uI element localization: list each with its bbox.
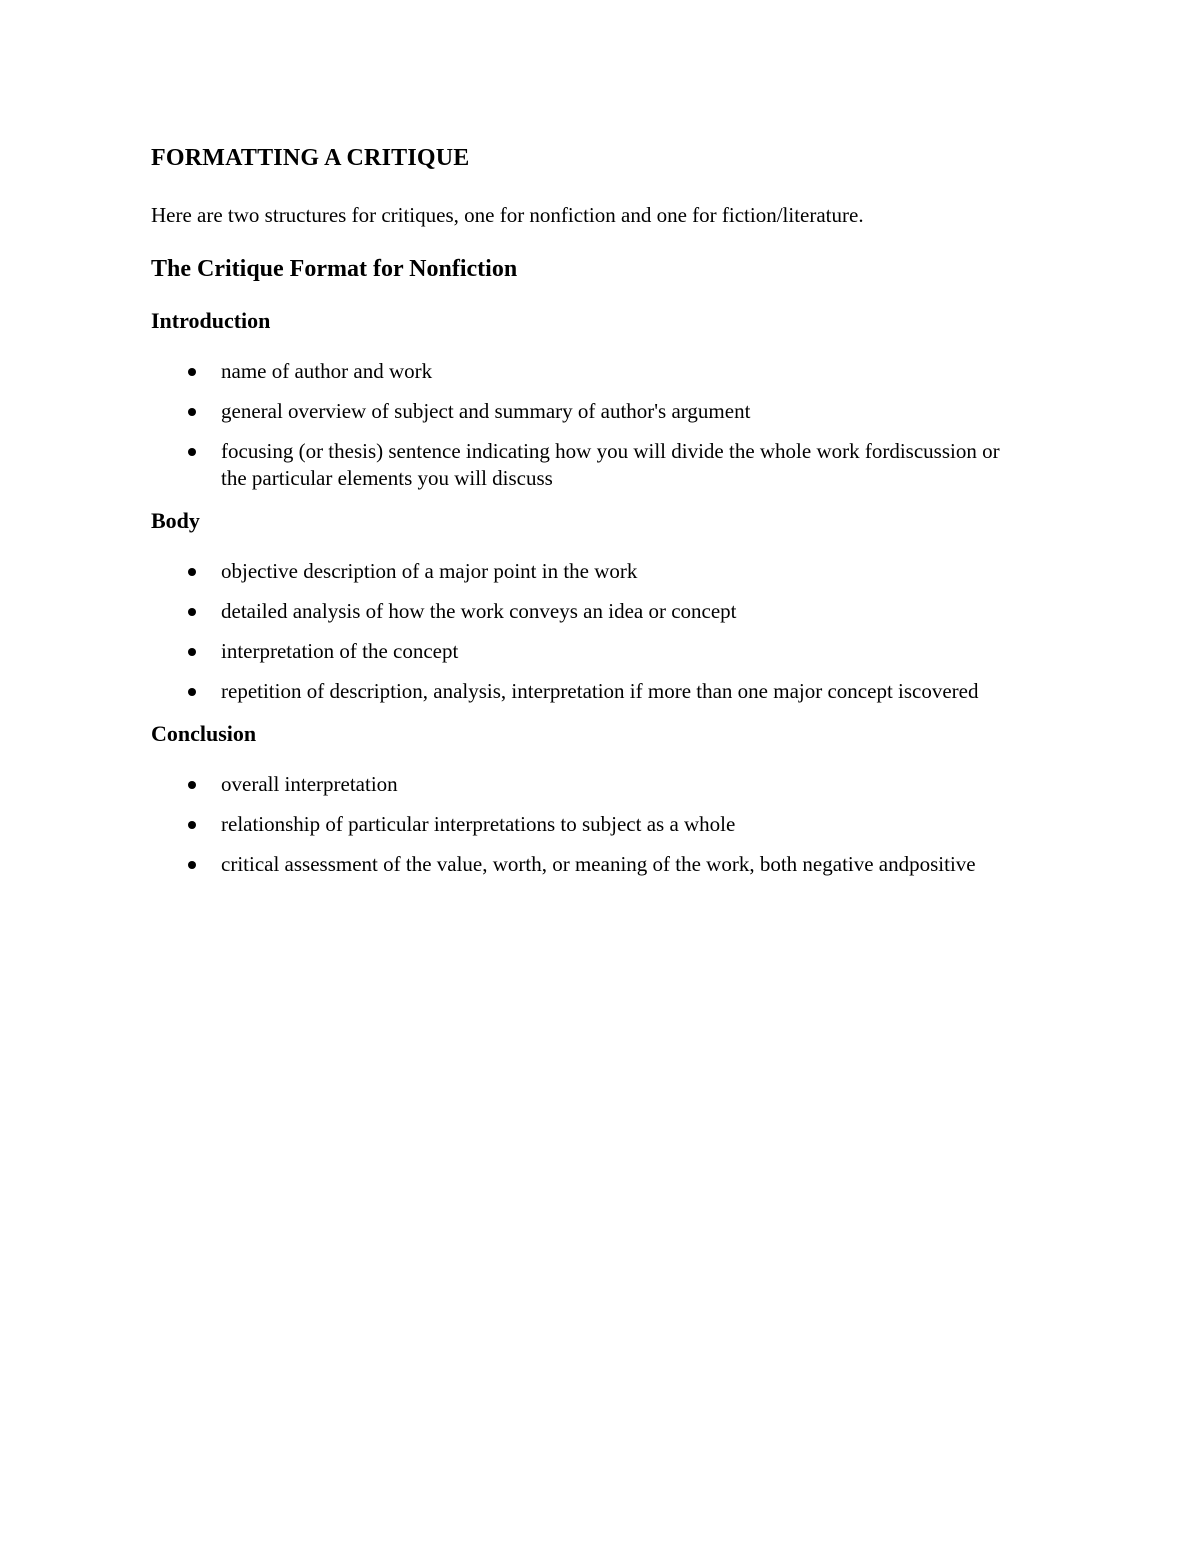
list-item-text: overall interpretation xyxy=(221,772,398,796)
bullet-icon xyxy=(188,368,196,376)
list-item xyxy=(151,811,1011,838)
list-item-text: focusing (or thesis) sentence indicating how you will divide the whole work fordiscussion or the particular elements you will discuss xyxy=(221,439,1000,490)
body-heading: Body xyxy=(151,508,200,533)
list-item xyxy=(151,851,1011,878)
list-item-text: relationship of particular interpretations to subject as a whole xyxy=(221,812,736,836)
list-item xyxy=(151,398,1011,425)
document-body xyxy=(151,140,1011,892)
list-item-text: repetition of description, analysis, interpretation if more than one major concept iscovered xyxy=(221,679,979,703)
document-title: FORMATTING A CRITIQUE xyxy=(151,145,470,171)
bullet-icon xyxy=(188,821,196,829)
bullet-icon xyxy=(188,608,196,616)
list-item xyxy=(151,558,1011,585)
list-item-text: critical assessment of the value, worth, or meaning of the work, both negative andpositive xyxy=(221,852,976,876)
conclusion-heading: Conclusion xyxy=(151,721,257,746)
bullet-icon xyxy=(188,781,196,789)
bullet-icon xyxy=(188,408,196,416)
list-item xyxy=(151,598,1011,625)
list-item xyxy=(151,678,1011,705)
list-item-text: detailed analysis of how the work conveys an idea or concept xyxy=(221,599,737,623)
list-item xyxy=(151,771,1011,798)
bullet-icon xyxy=(188,648,196,656)
list-item xyxy=(151,638,1011,665)
list-item xyxy=(151,438,1011,492)
bullet-icon xyxy=(188,448,196,456)
conclusion-list xyxy=(151,771,1011,878)
bullet-icon xyxy=(188,688,196,696)
list-item-text: objective description of a major point in the work xyxy=(221,559,638,583)
list-item-text: general overview of subject and summary of author's argument xyxy=(221,399,751,423)
list-item-text: name of author and work xyxy=(221,359,433,383)
introduction-heading: Introduction xyxy=(151,308,271,333)
bullet-icon xyxy=(188,861,196,869)
list-item-text: interpretation of the concept xyxy=(221,639,459,663)
list-item xyxy=(151,358,1011,385)
introduction-list xyxy=(151,358,1011,492)
body-list xyxy=(151,558,1011,705)
intro-paragraph: Here are two structures for critiques, one for nonfiction and one for fiction/literature. xyxy=(151,203,864,227)
bullet-icon xyxy=(188,568,196,576)
section-heading: The Critique Format for Nonfiction xyxy=(151,256,518,282)
